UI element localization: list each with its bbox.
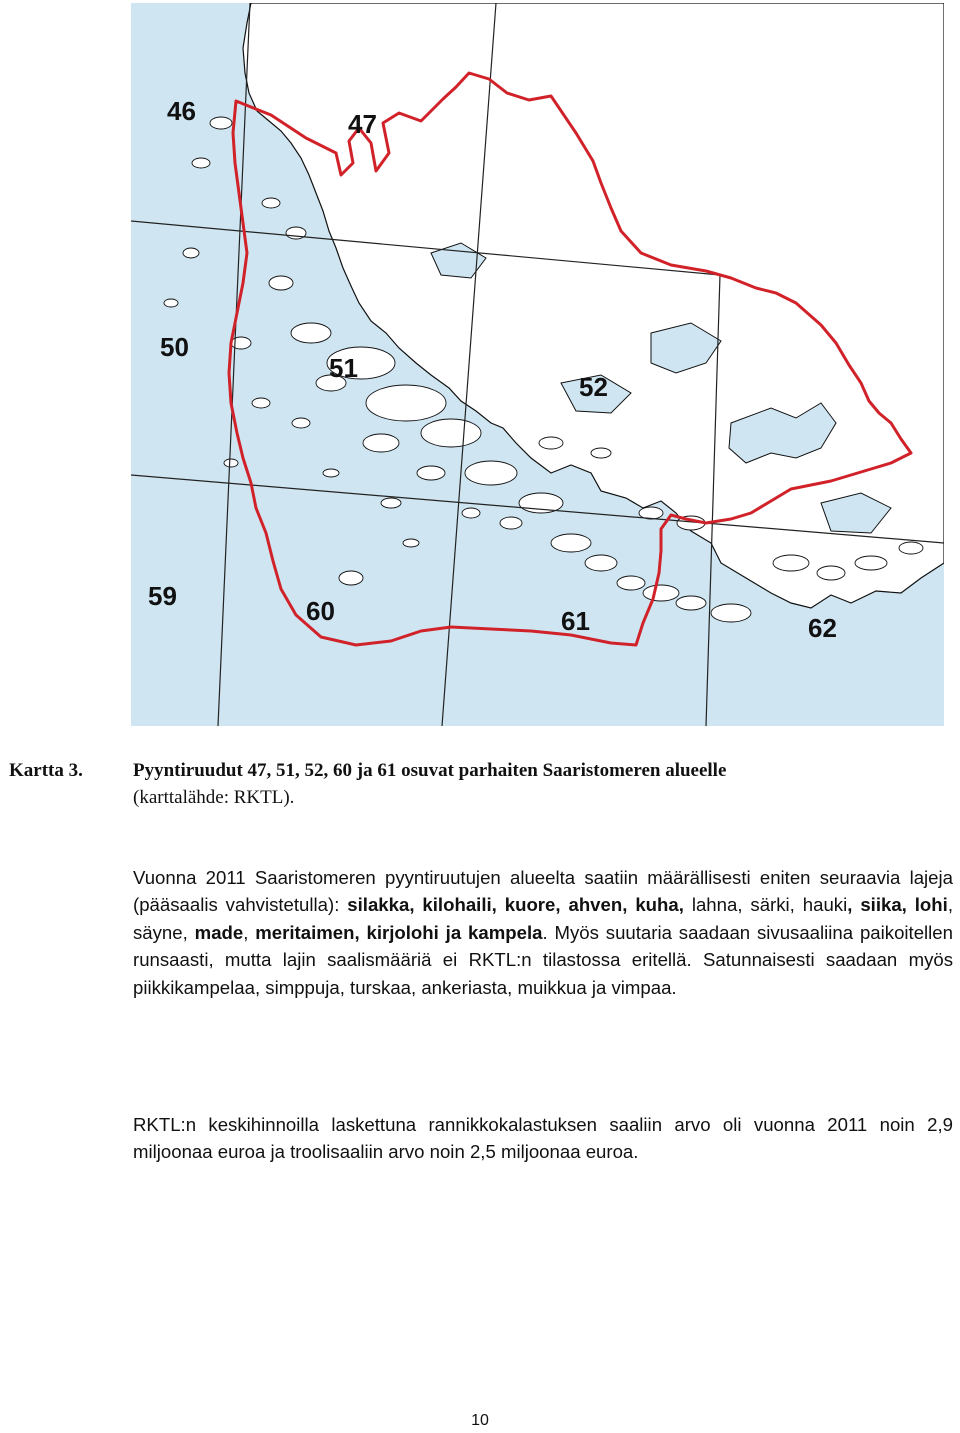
para1-text-4: ,: [243, 921, 256, 943]
fishing-grid-map: [131, 3, 944, 726]
page-number: 10: [471, 1412, 489, 1429]
catch-value-paragraph: RKTL:n keskihinnoilla laskettuna rannikkokalastuksen saaliin arvo oli vuonna 2011 noin 2,9 miljoonaa euroa ja troolisaaliin arvo noin 2,5 miljoonaa euroa.: [133, 1114, 953, 1163]
grid-label-50: 50: [160, 332, 189, 362]
para1-bold-4: meritaimen, kirjolohi ja kampela: [255, 921, 543, 943]
grid-label-46: 46: [167, 96, 196, 126]
para1-text-3: , säyne,: [133, 894, 953, 943]
grid-label-51: 51: [329, 353, 358, 383]
caption-source: (karttalähde: RKTL).: [133, 787, 295, 808]
para1-text-1: Vuonna 2011 Saaristomeren pyyntiruutujen alueelta saatiin määrällisesti eniten seuraavia lajeja (pääsaalis vahvistetulla):: [133, 867, 953, 916]
species-paragraph: [133, 864, 953, 1001]
para1-text-2: lahna, särki, hauki: [683, 894, 848, 916]
grid-label-52: 52: [579, 372, 608, 402]
grid-label-59: 59: [148, 581, 177, 611]
grid-label-61: 61: [561, 606, 590, 636]
caption-label: Kartta 3.: [9, 760, 83, 781]
grid-label-62: 62: [808, 613, 837, 643]
para1-bold-2: , siika, lohi: [847, 894, 948, 916]
grid-label-47: 47: [348, 109, 377, 139]
grid-label-60: 60: [306, 596, 335, 626]
para1-bold-3: made: [194, 921, 244, 943]
caption-text-block: [133, 757, 933, 811]
para1-text-5: . Myös suutaria saadaan sivusaaliina paikoitellen runsaasti, mutta lajin saalismääriä ei RKTL:n tilastossa eritellä. Satunnaisesti saadaan myös piikkikampelaa, simppuja, turskaa, ankeriasta, muikkua ja vimpaa.: [133, 921, 953, 998]
caption-text: Pyyntiruudut 47, 51, 52, 60 ja 61 osuvat parhaiten Saaristomeren alueelle: [133, 760, 727, 781]
para1-bold-1: silakka, kilohaili, kuore, ahven, kuha,: [347, 894, 684, 916]
